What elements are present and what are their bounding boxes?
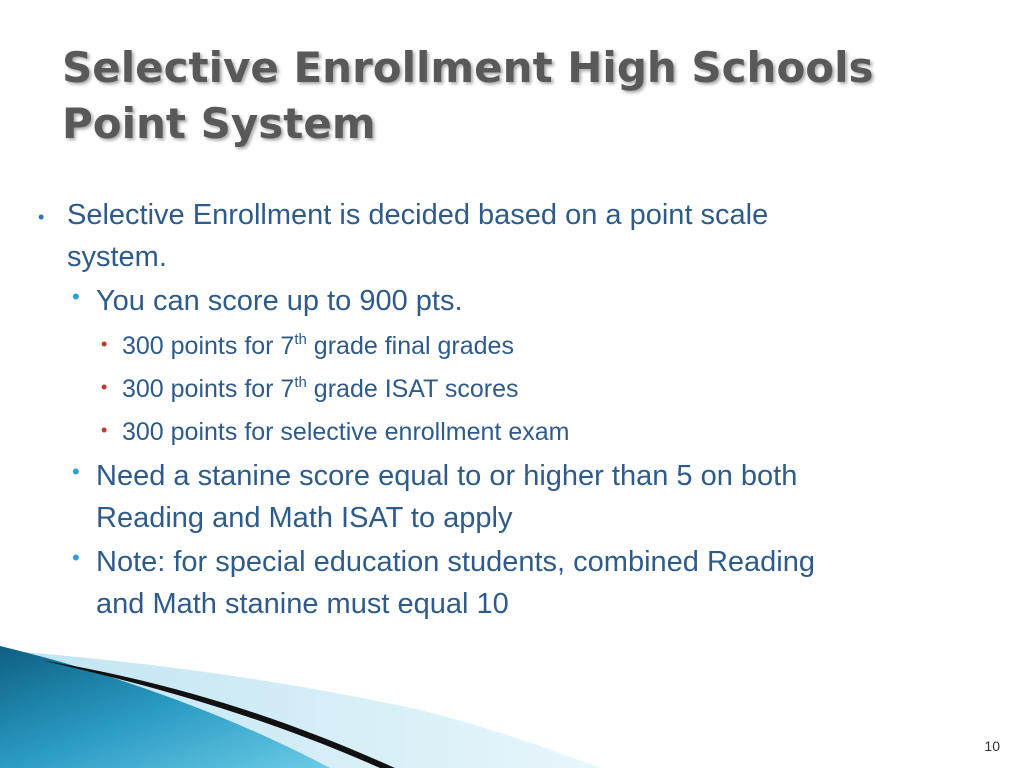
- bullet-text: Need a stanine score equal to or higher than 5 on both Reading and Math ISAT to apply: [96, 460, 798, 534]
- slide-title-line-2: Point System: [62, 99, 376, 148]
- bullet-text: 300 points for selective enrollment exam: [122, 418, 570, 446]
- decorative-wave-graphic: [0, 600, 600, 768]
- bullet-dot-icon: •: [38, 207, 45, 227]
- bullet-text: Note: for special education students, combined Reading and Math stanine must equal 10: [96, 546, 815, 620]
- bullet-dot-icon: •: [72, 459, 80, 484]
- bullet-dot-icon: •: [101, 334, 108, 354]
- bullet-dot-icon: •: [101, 377, 108, 397]
- bullet-dot-icon: •: [72, 284, 80, 309]
- bullet-text: 300 points for 7th grade final grades: [122, 331, 514, 360]
- slide-title-line-1: Selective Enrollment High Schools: [62, 43, 874, 92]
- bullet-text: You can score up to 900 pts.: [96, 285, 463, 317]
- bullet-dot-icon: •: [101, 420, 108, 440]
- bullet-text: Selective Enrollment is decided based on a point scale system.: [67, 199, 769, 273]
- slide-title: [62, 40, 982, 152]
- bullet-text: 300 points for 7th grade ISAT scores: [122, 374, 519, 403]
- bullet-dot-icon: •: [72, 545, 80, 570]
- page-number: 10: [984, 738, 1000, 754]
